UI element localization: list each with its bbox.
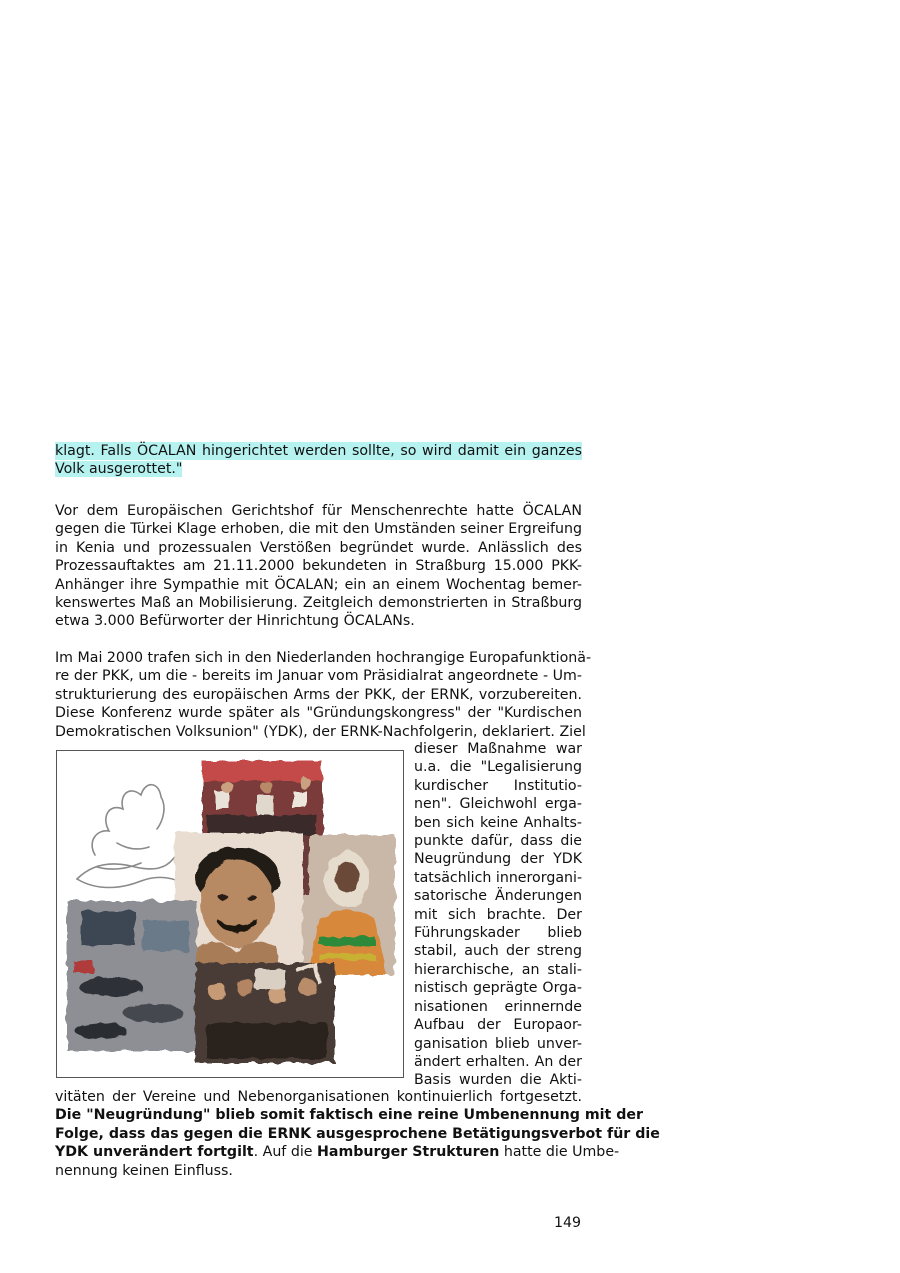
text-line: klagt. Falls ÖCALAN hingerichtet werden sollte, so wird damit ein ganzes [55, 443, 582, 459]
text-line: tatsächlich innerorgani- [414, 869, 583, 886]
text-line: Anhänger ihre Sympathie mit ÖCALAN; ein an einem Wochentag bemer- [55, 576, 582, 593]
text-line: nistisch geprägte Orga- [414, 980, 582, 997]
crowd-photo-bottom [195, 963, 335, 1063]
collage-image [57, 751, 403, 1077]
demonstration-photo-left [67, 901, 197, 1051]
paragraph-tail [55, 1088, 660, 1180]
bold-text-line: Die "Neugründung" blieb somit faktisch eine reine Umbenennung mit der [55, 1107, 643, 1124]
collage-figure [56, 750, 404, 1078]
text-line: punkte dafür, dass die [414, 833, 582, 850]
text-line-mixed: YDK unverändert fortgilt. Auf die Hamburger Strukturen hatte die Umbe- [55, 1144, 620, 1161]
text-line: vitäten der Vereine und Nebenorganisationen kontinuierlich fortgesetzt. [55, 1089, 582, 1105]
text-line: mit sich brachte. Der [414, 906, 582, 923]
woman-photo-right [289, 835, 395, 975]
text-line: in Kenia und prozessualen Verstößen begründet wurde. Anlässlich des [55, 539, 582, 556]
text-line: Basis wurden die Akti- [414, 1072, 582, 1089]
text-line: satorische Änderungen [414, 888, 582, 905]
paragraph-ydk [55, 649, 592, 741]
text-line: gegen die Türkei Klage erhoben, die mit den Umständen seiner Ergreifung [55, 521, 582, 538]
text-line: nennung keinen Einfluss. [55, 1162, 233, 1179]
bold-text-line: Folge, dass das gegen die ERNK ausgesprochene Betätigungsverbot für die [55, 1125, 660, 1142]
text-line: kenswertes Maß an Mobilisierung. Zeitgleich demonstrierten in Straßburg [55, 595, 582, 612]
text-line: stabil, auch der streng [414, 943, 582, 960]
text-line: Volk ausgerottet." [55, 461, 183, 478]
text-line: u.a. die "Legalisierung [414, 759, 582, 776]
text-line: ganisation blieb unver- [414, 1035, 582, 1052]
text-line: Im Mai 2000 trafen sich in den Niederlanden hochrangige Europafunktionä- [55, 650, 592, 666]
text-line: kurdischer Institutio- [414, 777, 582, 794]
text-line: etwa 3.000 Befürworter der Hinrichtung ÖCALANs. [55, 613, 415, 630]
text-line: ben sich keine Anhalts- [414, 814, 582, 831]
paragraph-gerichtshof [55, 502, 582, 631]
page-number: 149 [554, 1215, 582, 1231]
crowd-photo-top [202, 761, 322, 837]
text-line: Aufbau der Europaor- [414, 1017, 582, 1034]
text-line: nisationen erinnernde [414, 998, 582, 1015]
text-line: nen". Gleichwohl erga- [414, 796, 582, 813]
text-line: ändert erhalten. An der [414, 1053, 582, 1070]
quote-tail [55, 442, 582, 479]
text-line: Vor dem Europäischen Gerichtshof für Menschenrechte hatte ÖCALAN [55, 503, 582, 519]
text-line: Führungskader blieb [414, 925, 582, 942]
text-line: Prozessauftaktes am 21.11.2000 bekundeten in Straßburg 15.000 PKK- [55, 558, 582, 575]
wrap-column [414, 740, 582, 1090]
text-line: hierarchische, an stali- [414, 961, 582, 978]
text-line: Neugründung der YDK [414, 851, 582, 868]
text-line: Diese Konferenz wurde später als "Gründungskongress" der "Kurdischen [55, 705, 582, 722]
text-line: Demokratischen Volksunion" (YDK), der ERNK-Nachfolgerin, deklariert. Ziel [55, 723, 586, 740]
text-line: re der PKK, um die - bereits im Januar vom Präsidialrat angeordnete - Um- [55, 668, 582, 685]
text-line: strukturierung des europäischen Arms der PKK, der ERNK, vorzubereiten. [55, 686, 582, 703]
text-line: dieser Maßnahme war [414, 741, 582, 757]
